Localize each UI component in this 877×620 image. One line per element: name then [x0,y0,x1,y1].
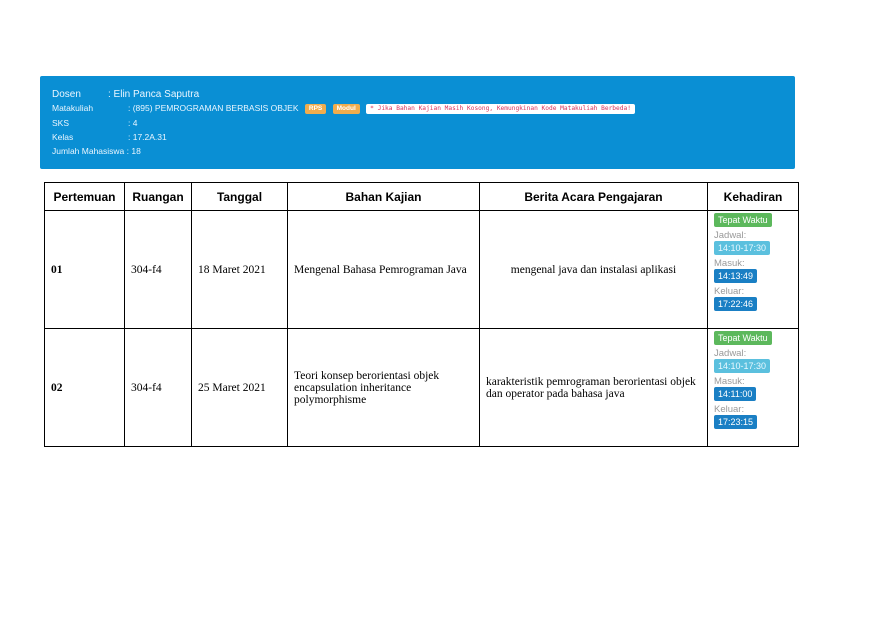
keluar-label: Keluar: [714,286,745,297]
tanggal-cell: 25 Maret 2021 [192,329,288,447]
jadwal-value: 14:10-17:30 [714,241,770,255]
status-badge: Tepat Waktu [714,331,772,345]
header-ruangan: Ruangan [125,183,192,211]
pertemuan-cell: 01 [45,211,125,329]
kelas-label: Kelas [52,132,74,142]
jumlah-value: : 18 [126,146,141,156]
kehadiran-cell [708,211,799,329]
course-info-panel [40,76,795,169]
pertemuan-cell: 02 [45,329,125,447]
masuk-value: 14:11:00 [714,387,756,401]
dosen-label: Dosen [52,89,81,100]
keluar-label: Keluar: [714,404,745,415]
berita-acara-cell: mengenal java dan instalasi aplikasi [480,211,708,329]
kelas-row [52,131,167,143]
matakuliah-row [52,102,635,114]
tanggal-cell: 18 Maret 2021 [192,211,288,329]
berita-acara-cell: karakteristik pemrograman berorientasi objek dan operator pada bahasa java [480,329,708,447]
table-row [45,211,799,329]
ruangan-cell: 304-f4 [125,329,192,447]
sks-row [52,117,137,129]
rps-button[interactable]: RPS [305,104,326,114]
header-berita-acara: Berita Acara Pengajaran [480,183,708,211]
kehadiran-cell [708,329,799,447]
matakuliah-value: : (895) PEMROGRAMAN BERBASIS OBJEK [128,103,299,113]
modul-button[interactable]: Modul [333,104,360,114]
keluar-value: 17:23:15 [714,415,757,429]
dosen-row [52,89,199,101]
bahan-kajian-cell: Teori konsep berorientasi objek encapsulation inheritance polymorphisme [288,329,480,447]
table-header-row [45,183,799,211]
matakuliah-label: Matakuliah [52,103,94,113]
warning-note: * Jika Bahan Kajian Masih Kosong, Kemungkinan Kode Matakuliah Berbeda! [366,104,635,114]
ruangan-cell: 304-f4 [125,211,192,329]
keluar-value: 17:22:46 [714,297,757,311]
bahan-kajian-cell: Mengenal Bahasa Pemrograman Java [288,211,480,329]
dosen-value: : Elin Panca Saputra [108,89,200,100]
masuk-label: Masuk: [714,258,745,269]
table-row [45,329,799,447]
jumlah-label: Jumlah Mahasiswa [52,146,125,156]
jadwal-label: Jadwal: [714,230,747,241]
attendance-table [44,182,799,447]
sks-value: : 4 [128,118,138,128]
masuk-label: Masuk: [714,376,745,387]
jumlah-row [52,145,141,157]
jadwal-label: Jadwal: [714,348,747,359]
header-tanggal: Tanggal [192,183,288,211]
jadwal-value: 14:10-17:30 [714,359,770,373]
status-badge: Tepat Waktu [714,213,772,227]
header-bahan-kajian: Bahan Kajian [288,183,480,211]
masuk-value: 14:13:49 [714,269,757,283]
sks-label: SKS [52,118,70,128]
header-pertemuan: Pertemuan [45,183,125,211]
kelas-value: : 17.2A.31 [128,132,167,142]
header-kehadiran: Kehadiran [708,183,799,211]
